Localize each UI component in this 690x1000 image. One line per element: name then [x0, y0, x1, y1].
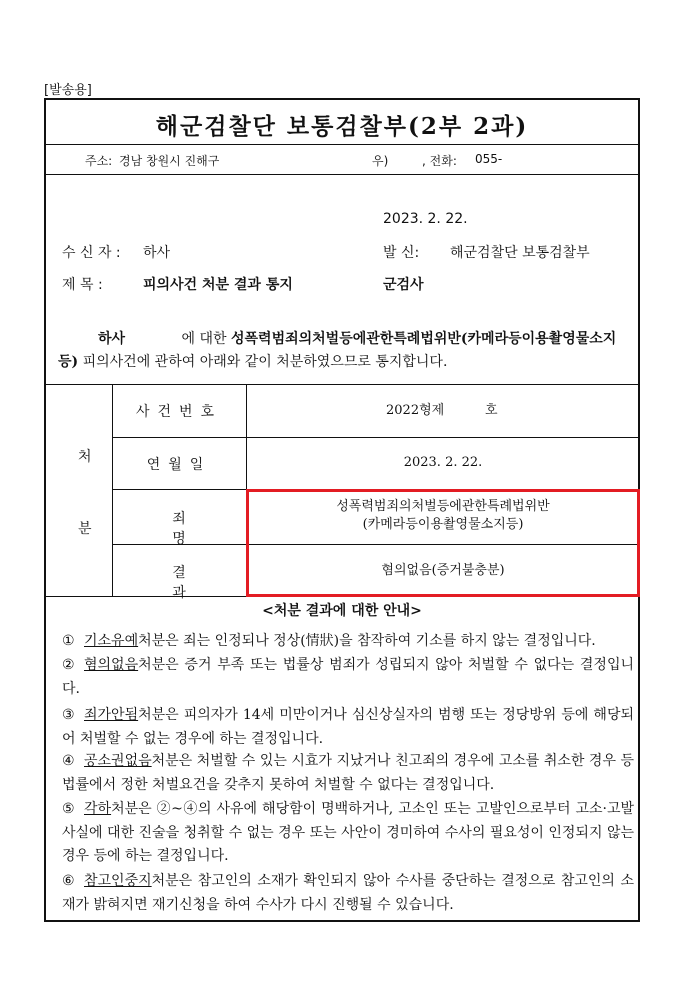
- address-label: 주소:: [85, 154, 113, 168]
- guide-item-number: ⑤: [62, 801, 75, 817]
- guide-item-number: ④: [62, 753, 75, 769]
- intro-rest: 피의사건에 관하여 아래와 같이 처분하였으므로 통지합니다.: [82, 354, 448, 370]
- guide-item-text: 처분은 증거 부족 또는 법률상 범죄가 성립되지 않아 처벌할 수 없다는 결정입니다.: [62, 657, 634, 697]
- charge-row-label: 죄명: [172, 511, 226, 547]
- title-divider: [44, 144, 640, 145]
- sender-label: 발 신:: [383, 245, 420, 261]
- guide-item-term: 죄가안됨: [84, 707, 139, 723]
- intro-charge: 성폭력범죄의처벌등에관한특례법위반(카메라등이용촬영물소지등): [58, 331, 617, 370]
- sender-value: 해군검찰단 보통검찰부: [450, 245, 590, 261]
- guide-item-text: 처분은 처벌할 수 있는 시효가 지났거나 친고죄의 경우에 고소를 취소한 경우 등 법률에서 정한 처벌요건을 갖추지 못하여 처벌할 수 없다는 결정입니다.: [62, 753, 634, 793]
- guide-title: <처분 결과에 대한 안내>: [262, 603, 422, 619]
- guide-item-term: 기소유예: [84, 633, 139, 649]
- guide-item-text: 처분은 참고인의 소재가 확인되지 않아 수사를 중단하는 결정으로 참고인의 소재가 밝혀지면 재기신청을 하여 수사가 다시 진행될 수 있습니다.: [62, 873, 634, 913]
- document-date: 2023. 2. 22.: [383, 211, 468, 227]
- guide-item-number: ①: [62, 633, 75, 649]
- result-row-value: 혐의없음(증거불충분): [381, 563, 505, 578]
- recipient-label: 수 신 자 :: [62, 245, 121, 261]
- case-number-suffix: 호: [485, 403, 498, 418]
- guide-item-term: 혐의없음: [84, 657, 139, 673]
- guide-item-text: 처분은 ②~④의 사유에 해당함이 명백하거나, 고소인 또는 고발인으로부터 고소·고발 사실에 대한 진술을 청취할 수 없는 경우 또는 사안이 경미하여 수사의 필요성이 인정되지 않는 경우 등에 하는 결정입니다.: [62, 801, 634, 864]
- charge-row-value-2: (카메라등이용촬영물소지등): [362, 517, 524, 532]
- intro-rank: 하사: [98, 331, 126, 347]
- guide-item: [62, 704, 634, 751]
- guide-item: [62, 630, 634, 654]
- date-row-value: 2023. 2. 22.: [403, 455, 483, 470]
- guide-item-term: 참고인중지: [84, 873, 152, 889]
- phone-value: 055-: [475, 152, 503, 166]
- guide-item: [62, 654, 634, 701]
- intro-paragraph: [58, 328, 628, 374]
- subject-label: 제 목 :: [62, 277, 103, 293]
- case-number-label: 사건번호: [135, 404, 223, 420]
- guide-item-text: 처분은 피의자가 14세 미만이거나 심신상실자의 범행 또는 정당방위 등에 해당되어 처벌할 수 없는 경우에 하는 결정입니다.: [62, 707, 634, 747]
- signer: 군검사: [383, 277, 424, 293]
- address-divider: [44, 174, 640, 175]
- address-value: 경남 창원시 진해구: [119, 154, 220, 168]
- section-label-bottom: 분: [78, 521, 92, 537]
- guide-item: [62, 798, 634, 869]
- guide-item-term: 각하: [84, 801, 112, 817]
- date-row-label: 연월일: [146, 457, 212, 473]
- guide-item-number: ⑥: [62, 873, 75, 889]
- document-title: 해군검찰단 보통검찰부(2부 2과): [155, 113, 529, 140]
- phone-label: , 전화:: [422, 154, 457, 168]
- guide-item-number: ②: [62, 657, 75, 673]
- result-row-label: 결과: [172, 565, 226, 601]
- case-number-value: 2022형제: [386, 403, 445, 418]
- guide-item-number: ③: [62, 707, 75, 723]
- table-top-border: [44, 384, 640, 385]
- guide-item-term: 공소권없음: [84, 753, 152, 769]
- intro-about: 에 대한: [181, 331, 227, 347]
- guide-item: [62, 750, 634, 797]
- guide-item: [62, 870, 634, 917]
- table-row-divider-1: [112, 437, 640, 438]
- guide-item-text: 처분은 죄는 인정되나 정상(情狀)을 참작하여 기소를 하지 않는 결정입니다.: [138, 633, 596, 649]
- section-label-top: 처: [78, 449, 92, 465]
- header-tag: [발송용]: [44, 83, 92, 98]
- charge-row-value-1: 성폭력범죄의처벌등에관한특례법위반: [336, 499, 550, 514]
- postal-label: 우): [372, 154, 389, 168]
- highlight-box: [246, 489, 640, 597]
- subject-value: 피의사건 처분 결과 통지: [143, 277, 293, 293]
- recipient-value: 하사: [143, 245, 171, 261]
